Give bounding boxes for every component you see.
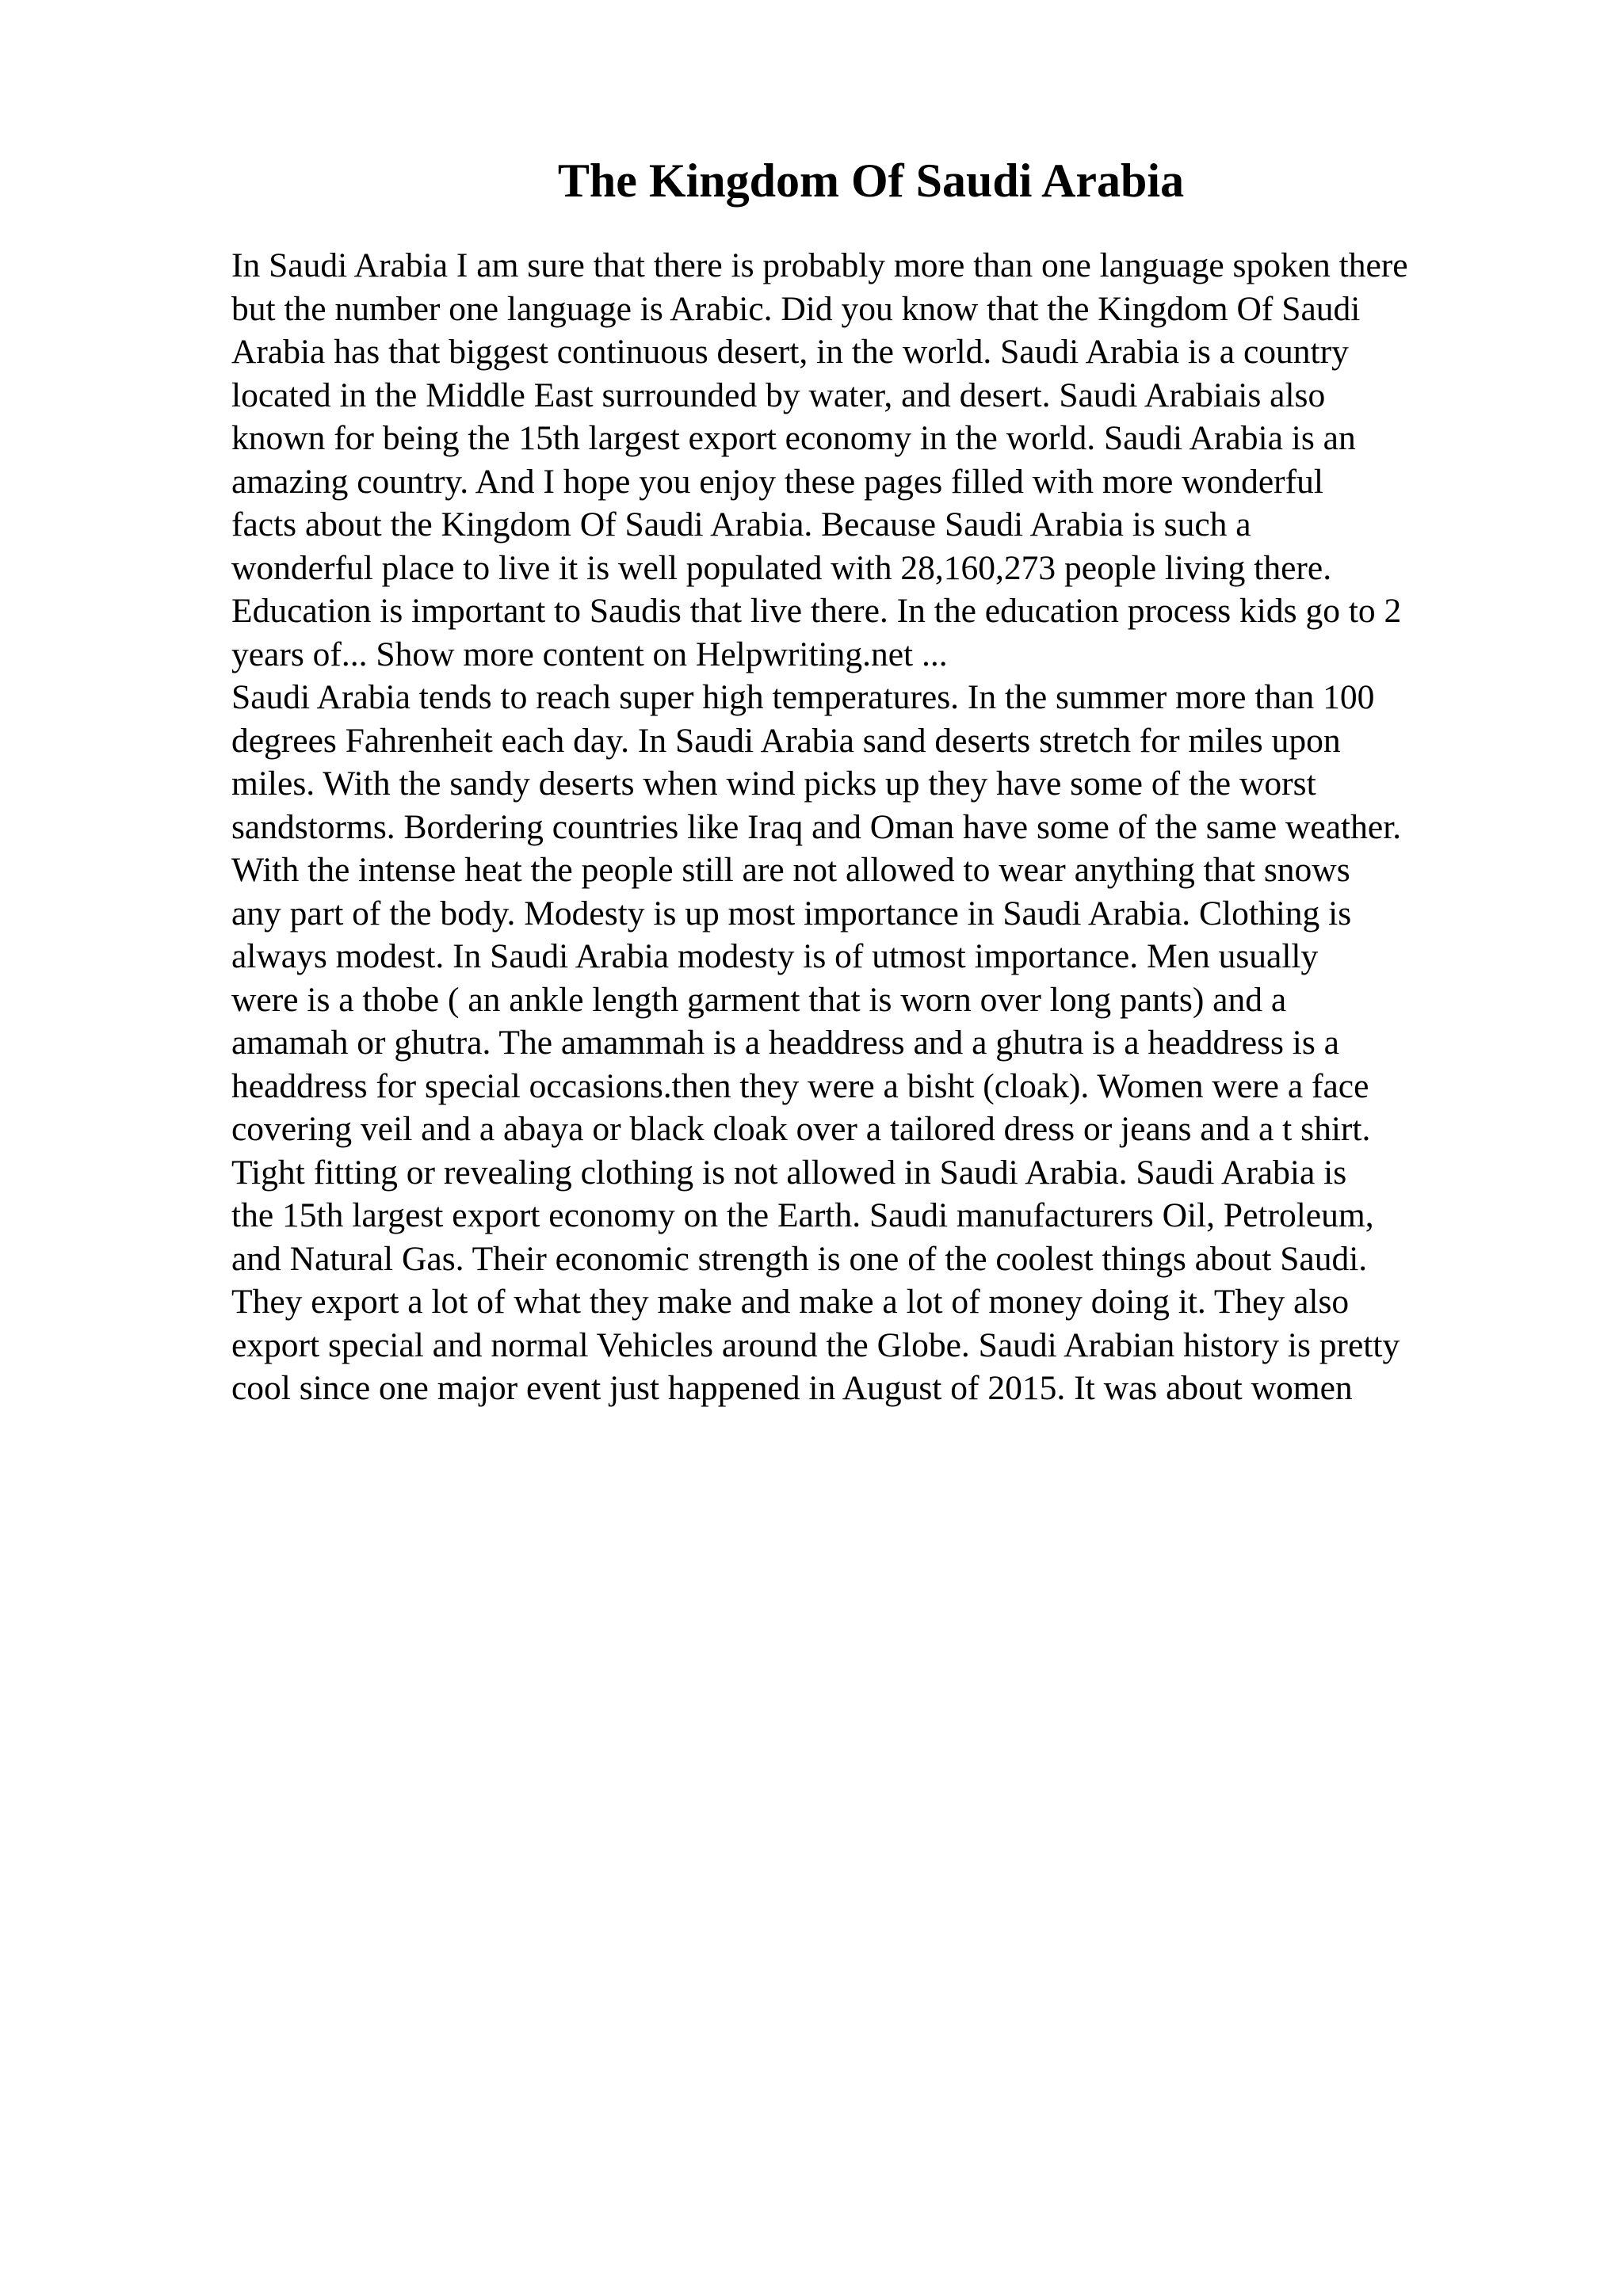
body-line: the 15th largest export economy on the Earth. Saudi manufacturers Oil, Petroleum, bbox=[231, 1196, 1374, 1234]
body-line: export special and normal Vehicles around the Globe. Saudi Arabian history is pretty bbox=[231, 1325, 1400, 1364]
body-line: Tight fitting or revealing clothing is not allowed in Saudi Arabia. Saudi Arabia is bbox=[231, 1153, 1347, 1192]
body-line: but the number one language is Arabic. Did you know that the Kingdom Of Saudi bbox=[231, 289, 1361, 328]
body-line: Education is important to Saudis that live there. In the education process kids go to 2 bbox=[231, 592, 1402, 630]
body-line: and Natural Gas. Their economic strength is one of the coolest things about Saudi. bbox=[231, 1239, 1368, 1278]
body-line: facts about the Kingdom Of Saudi Arabia. Because Saudi Arabia is such a bbox=[231, 505, 1251, 543]
body-line: covering veil and a abaya or black cloak over a tailored dress or jeans and a t shirt. bbox=[231, 1110, 1371, 1148]
body-line: known for being the 15th largest export economy in the world. Saudi Arabia is an bbox=[231, 419, 1356, 457]
body-line: amazing country. And I hope you enjoy these pages filled with more wonderful bbox=[231, 462, 1323, 501]
body-line: were is a thobe ( an ankle length garment that is worn over long pants) and a bbox=[231, 980, 1287, 1019]
body-line: degrees Fahrenheit each day. In Saudi Arabia sand deserts stretch for miles upon bbox=[231, 721, 1341, 760]
body-line: cool since one major event just happened in August of 2015. It was about women bbox=[231, 1369, 1353, 1407]
body-line: sandstorms. Bordering countries like Iraq and Oman have some of the same weather. bbox=[231, 807, 1402, 846]
body-line: miles. With the sandy deserts when wind picks up they have some of the worst bbox=[231, 765, 1316, 803]
body-line: They export a lot of what they make and make a lot of money doing it. They also bbox=[231, 1283, 1350, 1321]
body-line: located in the Middle East surrounded by water, and desert. Saudi Arabiais also bbox=[231, 376, 1326, 414]
body-line: headdress for special occasions.then they were a bisht (cloak). Women were a face bbox=[231, 1066, 1369, 1105]
body-line: With the intense heat the people still are not allowed to wear anything that snows bbox=[231, 851, 1350, 889]
body-line: In Saudi Arabia I am sure that there is probably more than one language spoken there bbox=[231, 246, 1408, 284]
document-body bbox=[231, 244, 1499, 1410]
body-line: any part of the body. Modesty is up most importance in Saudi Arabia. Clothing is bbox=[231, 894, 1352, 933]
body-line: wonderful place to live it is well populated with 28,160,273 people living there. bbox=[231, 548, 1332, 587]
body-line: amamah or ghutra. The amammah is a headdress and a ghutra is a headdress is a bbox=[231, 1024, 1339, 1062]
body-line: always modest. In Saudi Arabia modesty is of utmost importance. Men usually bbox=[231, 937, 1319, 975]
document-title: The Kingdom Of Saudi Arabia bbox=[557, 154, 1185, 207]
body-line: Arabia has that biggest continuous desert, in the world. Saudi Arabia is a country bbox=[231, 333, 1349, 371]
body-line: Saudi Arabia tends to reach super high temperatures. In the summer more than 100 bbox=[231, 678, 1375, 716]
body-line: years of... Show more content on Helpwriting.net ... bbox=[231, 635, 948, 673]
